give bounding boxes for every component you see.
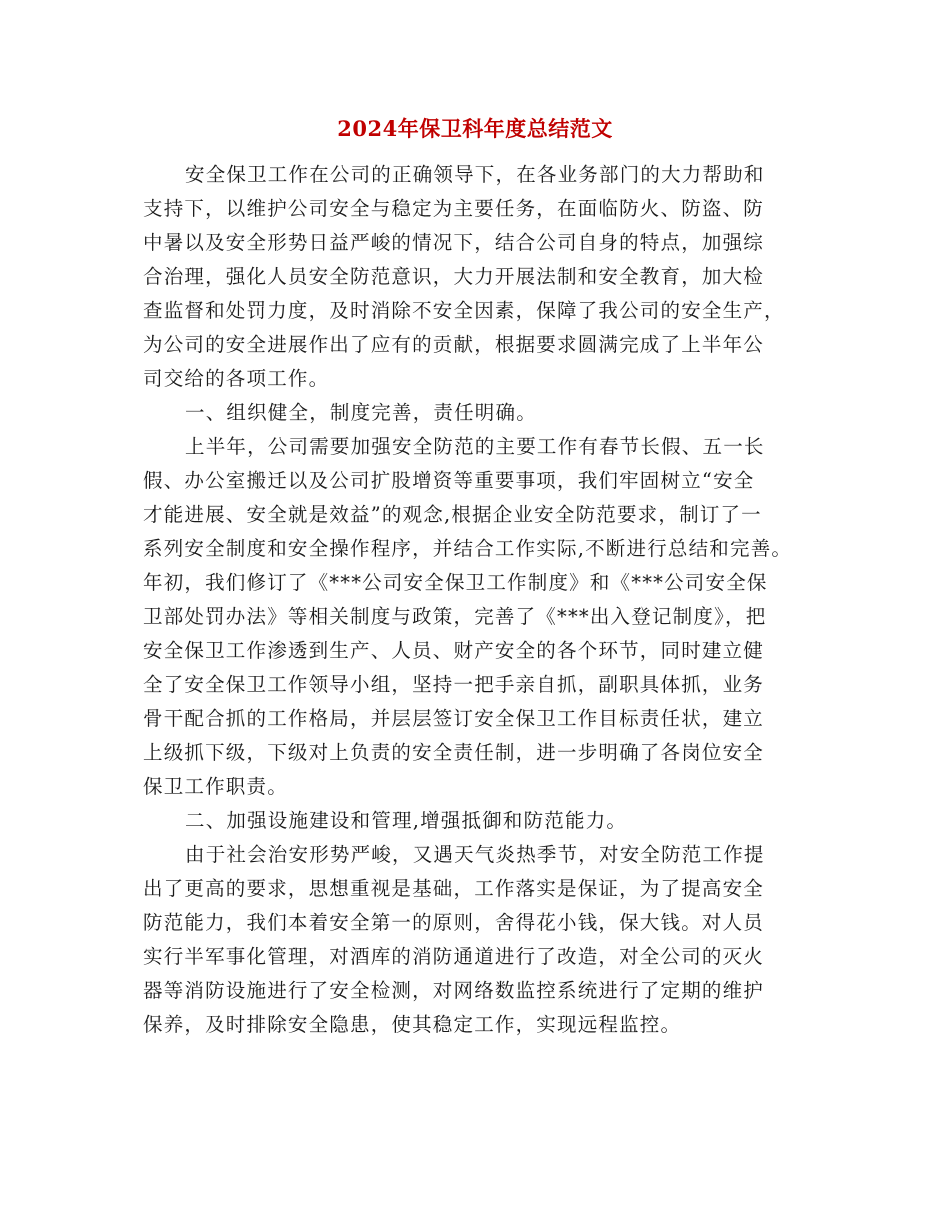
text-line: 保养，及时排除安全隐患，使其稳定工作，实现远程监控。 — [143, 1013, 682, 1036]
text-line: 卫部处罚办法》等相关制度与政策，完善了《***出入登记制度》，把 — [143, 605, 767, 628]
text-line: 安全保卫工作在公司的正确领导下，在各业务部门的大力帮助和 — [185, 163, 765, 186]
text-line: 才能进展、安全就是效益”的观念,根据企业安全防范要求，制订了一 — [143, 503, 762, 526]
text-line: 查监督和处罚力度，及时消除不安全因素，保障了我公司的安全生产， — [143, 299, 785, 322]
text-line: 器等消防设施进行了安全检测，对网络数监控系统进行了定期的维护 — [143, 979, 765, 1002]
text-line: 安全保卫工作渗透到生产、人员、财产安全的各个环节，同时建立健 — [143, 639, 765, 662]
text-line: 二、加强设施建设和管理,增强抵御和防范能力。 — [185, 809, 628, 832]
text-line: 骨干配合抓的工作格局，并层层签订安全保卫工作目标责任状，建立 — [143, 707, 765, 730]
text-line: 实行半军事化管理，对酒库的消防通道进行了改造，对全公司的灭火 — [143, 945, 765, 968]
text-line: 上半年，公司需要加强安全防范的主要工作有春节长假、五一长 — [185, 435, 765, 458]
text-line: 为公司的安全进展作出了应有的贡献，根据要求圆满完成了上半年公 — [143, 333, 765, 356]
text-line: 假、办公室搬迁以及公司扩股增资等重要事项，我们牢固树立“安全 — [143, 469, 755, 492]
text-line: 全了安全保卫工作领导小组，坚持一把手亲自抓，副职具体抓，业务 — [143, 673, 765, 696]
text-line: 合治理，强化人员安全防范意识，大力开展法制和安全教育，加大检 — [143, 265, 765, 288]
text-line: 防范能力，我们本着安全第一的原则，舍得花小钱，保大钱。对人员 — [143, 911, 765, 934]
text-line: 一、组织健全，制度完善，责任明确。 — [185, 401, 537, 424]
text-line: 保卫工作职责。 — [143, 775, 288, 798]
text-line: 上级抓下级，下级对上负责的安全责任制，进一步明确了各岗位安全 — [143, 741, 765, 764]
document-title: 2024年保卫科年度总结范文 — [337, 116, 613, 141]
text-line: 支持下，以维护公司安全与稳定为主要任务，在面临防火、防盗、防 — [143, 197, 765, 220]
document-body — [143, 158, 813, 1042]
text-line: 中暑以及安全形势日益严峻的情况下，结合公司自身的特点，加强综 — [143, 231, 765, 254]
text-line: 出了更高的要求，思想重视是基础，工作落实是保证，为了提高安全 — [143, 877, 765, 900]
text-line: 年初，我们修订了《***公司安全保卫工作制度》和《***公司安全保 — [143, 571, 768, 594]
text-line: 系列安全制度和安全操作程序，并结合工作实际,不断进行总结和完善。 — [143, 537, 793, 560]
text-line: 由于社会治安形势严峻，又遇天气炎热季节，对安全防范工作提 — [185, 843, 765, 866]
text-line: 司交给的各项工作。 — [143, 367, 330, 390]
